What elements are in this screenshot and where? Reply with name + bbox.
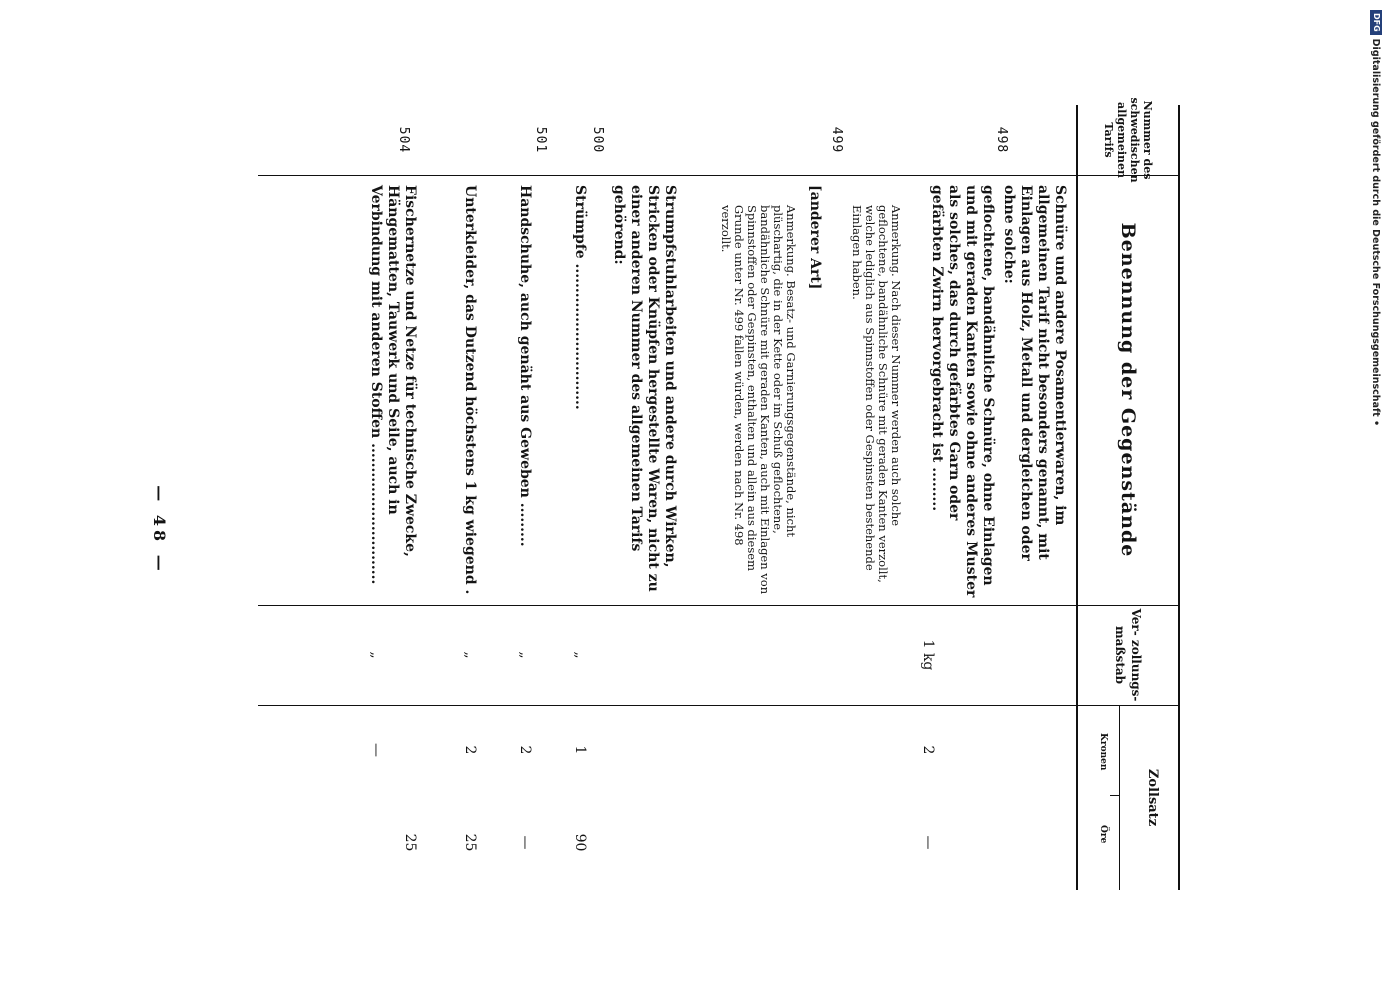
page-number: — 48 — — [150, 485, 170, 575]
header-duty-title: Zollsatz — [1145, 768, 1160, 827]
digitization-credit — [1369, 10, 1383, 427]
header-kronen: Kronen — [1098, 733, 1108, 771]
row-description: [anderer Art] — [807, 185, 823, 290]
row-note: Anmerkung. Nach dieser Nummer werden auch solche geflochtene, bandähnliche Schnüre mit geraden Kanten verzollt, welche lediglich aus Spinnstoffen oder Gespinsten bestehende Einlagen haben. — [850, 205, 903, 583]
row-kronen: 2 — [920, 745, 936, 755]
row-ore: — — [517, 835, 533, 850]
row-note: Anmerkung. Besatz- und Garnierungsgegenstände, nicht plüschartig, die in der Kette oder im Schuß geflochtene, bandähnliche Schnüre mit geraden Kanten, auch mit Einlagen von Spinnstoffen oder Gespinsten, enthalten und allein aus diesem Grunde unter Nr. 499 fallen würden, werden nach Nr. 498 verzollt. — [719, 205, 798, 595]
row-unit: „ — [517, 651, 533, 659]
row-kronen: 2 — [462, 745, 478, 755]
tariff-table — [258, 97, 1180, 890]
credit-text: Digitalisierung gefördert durch die Deutsche Forschungsgemeinschaft • — [1370, 38, 1382, 427]
row-ore: 25 — [402, 833, 418, 852]
header-description: Benennung der Gegenstände — [1117, 222, 1139, 558]
row-number: 501 — [533, 126, 548, 154]
row-kronen: — — [368, 743, 384, 757]
row-description: geflochtene, bandähnliche Schnüre, ohne Einlagen und mit geraden Kanten sowie ohne anderes Muster als solches, das durch gefärbtes Garn oder gefärbten Zwirn hervorgebracht ist ......... — [929, 185, 996, 598]
row-description: Unterkleider, das Dutzend höchstens 1 kg wiegend . — [462, 185, 478, 595]
credit-text-wrap — [1369, 10, 1383, 427]
duty-divider — [1119, 705, 1120, 890]
table-body — [258, 105, 1078, 890]
row-unit: „ — [572, 651, 588, 659]
dfg-logo: DFG — [1370, 10, 1382, 35]
header-number: Nummer des schwedischen allgemeinen Tarifs — [1102, 97, 1154, 183]
row-kronen: 1 — [572, 745, 588, 755]
header-duty — [1078, 705, 1178, 890]
row-description: Handschuhe, auch genäht aus Geweben ......... — [517, 185, 533, 547]
row-number: 499 — [829, 126, 844, 154]
row-description: Fischernetze und Netze für technische Zwecke, Hängematten, Tauwerk und Seile, auch in Verbindung mit anderen Stoffen ............................. — [368, 185, 418, 585]
row-description: Schnüre und andere Posamentierwaren, im allgemeinen Tarif nicht besonders genannt, mit Einlagen aus Holz, Metall und dergleichen oder ohne solche: — [1001, 185, 1068, 561]
row-kronen: 2 — [517, 745, 533, 755]
row-number: 504 — [396, 126, 411, 154]
table-header — [1076, 97, 1178, 890]
row-ore: 90 — [572, 833, 588, 852]
row-unit: „ — [462, 651, 478, 659]
row-number: 500 — [590, 126, 605, 154]
header-unit: Ver- zollungs- maßstab — [1113, 608, 1143, 702]
column-divider — [1110, 795, 1120, 796]
row-unit: „ — [368, 651, 384, 659]
row-number: 498 — [994, 126, 1009, 154]
row-ore: 25 — [462, 833, 478, 852]
row-unit: 1 kg — [920, 639, 936, 671]
page-number-wrap — [145, 470, 175, 590]
rotated-page — [260, 97, 1180, 890]
row-ore: — — [920, 835, 936, 850]
row-description: Strumpfstuhlarbeiten und andere durch Wirken, Stricken oder Knüpfen hergestellte Waren, nicht zu einer anderen Nummer des allgemeinen Tarifs gehörend: — [611, 185, 678, 592]
row-description: Strümpfe .............................. — [572, 185, 588, 410]
header-ore: Öre — [1098, 825, 1108, 844]
